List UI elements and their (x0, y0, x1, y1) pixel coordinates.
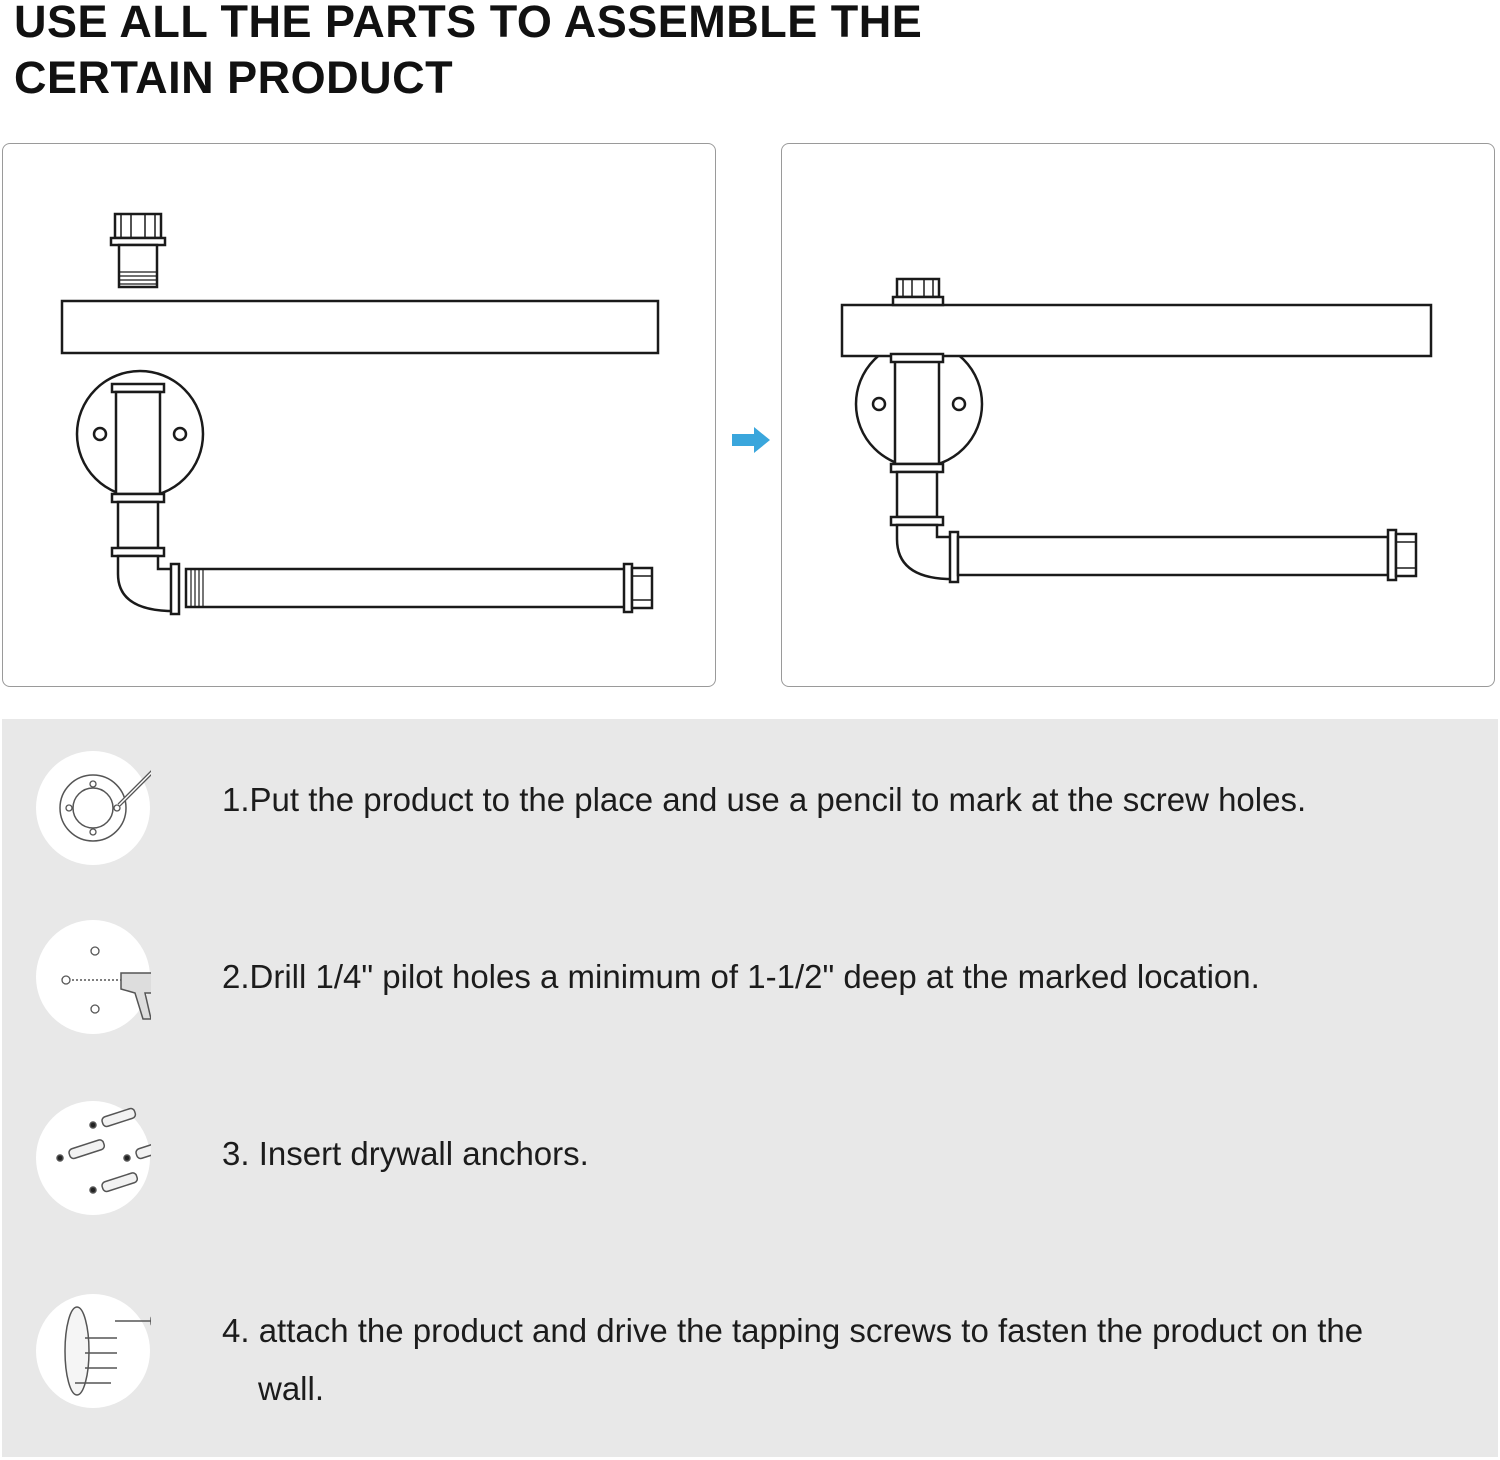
pencil-mark-icon (35, 750, 151, 866)
drywall-anchors-icon (35, 1100, 151, 1216)
exploded-parts-diagram (3, 144, 716, 687)
assembled-product-diagram (782, 144, 1495, 687)
shelf-board-part (62, 301, 658, 353)
end-cap-part (111, 214, 165, 287)
step-4-text (222, 1302, 1472, 1418)
step-4-text-line-1: 4. attach the product and drive the tapping screws to fasten the product on the (222, 1312, 1364, 1349)
screw-driver-icon (35, 1293, 151, 1409)
step-1-text: 1.Put the product to the place and use a pencil to mark at the screw holes. (222, 781, 1307, 818)
horizontal-pipe-part (186, 564, 652, 612)
step-3-text: 3. Insert drywall anchors. (222, 1135, 589, 1172)
step-4-text-line-2: wall. (258, 1370, 325, 1407)
title-line-2: CERTAIN PRODUCT (14, 52, 454, 103)
page-title (14, 0, 1114, 106)
arrow-right-icon (730, 425, 772, 455)
flange-pipe-part (77, 371, 203, 614)
assembled-product-panel (781, 143, 1495, 687)
instruction-steps (2, 719, 1498, 1457)
step-2-text: 2.Drill 1/4" pilot holes a minimum of 1-1/2" deep at the marked location. (222, 958, 1260, 995)
drill-icon (35, 919, 151, 1035)
title-line-1: USE ALL THE PARTS TO ASSEMBLE THE (14, 0, 923, 47)
parts-before-assembly-panel (2, 143, 716, 687)
